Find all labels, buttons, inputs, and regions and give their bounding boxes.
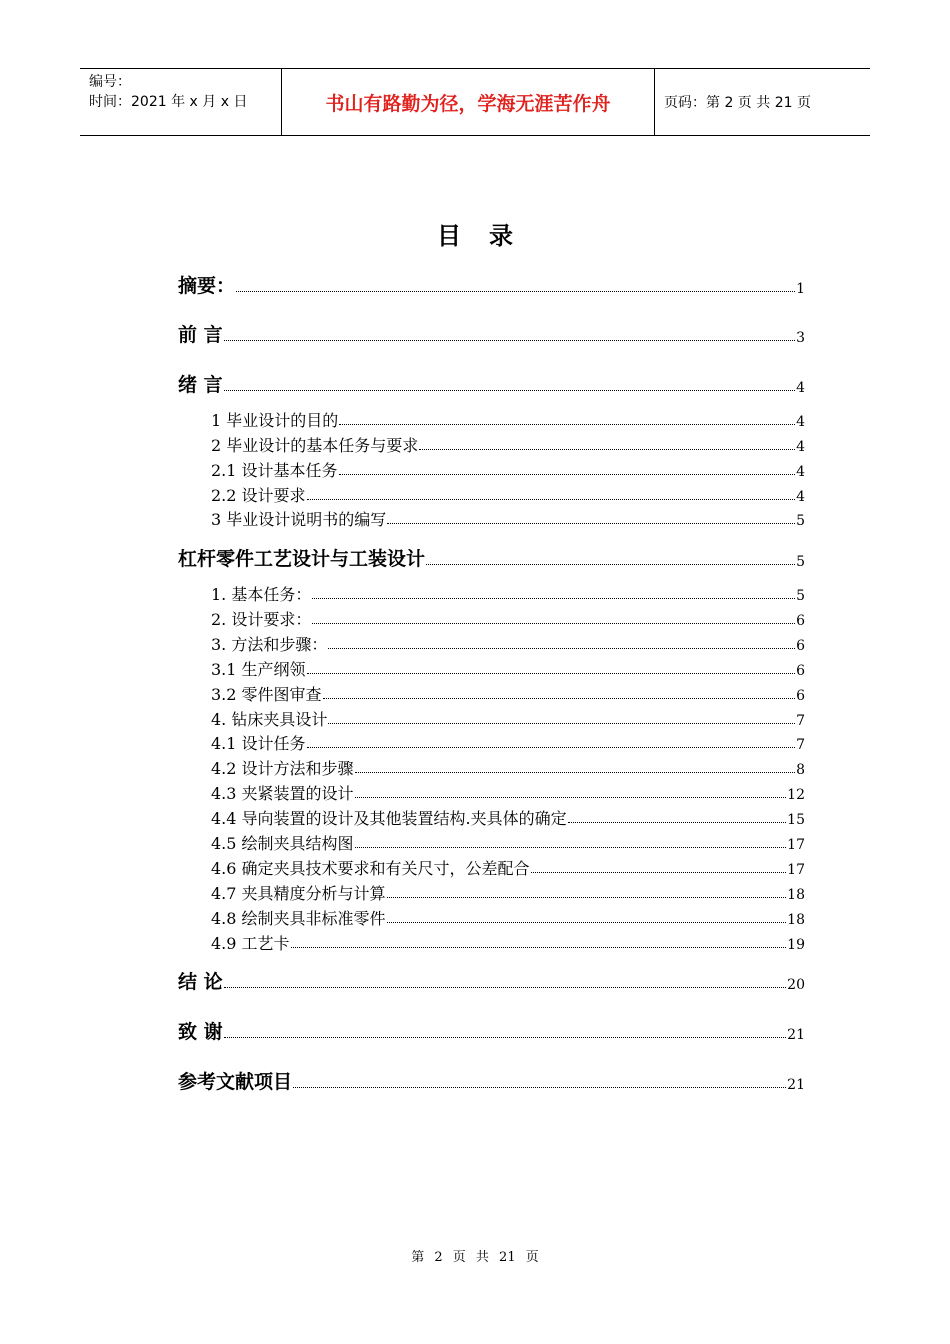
toc-entry-page: 4 [796, 439, 805, 455]
toc-entry[interactable] [178, 319, 805, 347]
toc-entry[interactable] [178, 966, 805, 994]
toc-entry-text: 杠杆零件工艺设计与工装设计 [178, 548, 426, 570]
page-footer: 第 2 页 共 21 页 [411, 1250, 539, 1265]
toc-leader [307, 747, 796, 748]
toc-entry-page: 18 [787, 912, 805, 928]
toc-entry[interactable] [211, 708, 805, 730]
toc-entry-page: 6 [796, 638, 805, 654]
toc-entry-text: 前 言 [178, 324, 223, 346]
toc-leader [291, 947, 787, 948]
toc-entry[interactable] [211, 434, 805, 456]
toc-entry[interactable] [178, 1066, 805, 1094]
toc-entry-page: 5 [796, 554, 805, 570]
toc-entry-text: 3 毕业设计说明书的编写 [211, 510, 387, 529]
toc-entry-text: 4.2 设计方法和步骤 [211, 759, 354, 778]
toc-leader [224, 340, 795, 341]
toc-entry[interactable] [211, 882, 805, 904]
toc-entry-text: 2 毕业设计的基本任务与要求 [211, 436, 419, 455]
toc-entry-text: 1. 基本任务： [211, 585, 312, 604]
toc-entry-text: 4. 钻床夹具设计 [211, 710, 328, 729]
toc-entry-text: 4.1 设计任务 [211, 734, 306, 753]
toc-leader [387, 897, 787, 898]
toc-leader [307, 673, 796, 674]
toc-entry[interactable] [211, 683, 805, 705]
toc-entry[interactable] [211, 459, 805, 481]
header-date: 时间：2021 年 x 月 x 日 [89, 94, 248, 110]
toc-entry[interactable] [211, 807, 805, 829]
toc-entry[interactable] [211, 608, 805, 630]
header-meta [80, 69, 282, 135]
header-page-info: 页码：第 2 页 共 21 页 [664, 95, 811, 111]
toc-entry-page: 5 [796, 588, 805, 604]
toc-leader [293, 1087, 786, 1088]
toc-entry[interactable] [211, 409, 805, 431]
toc-entry-text: 2.2 设计要求 [211, 486, 306, 505]
toc-leader [355, 797, 787, 798]
toc-leader [224, 987, 787, 988]
toc-leader [312, 623, 795, 624]
toc-entry-page: 7 [796, 713, 805, 729]
toc-leader [419, 449, 795, 450]
toc-entry-page: 17 [787, 862, 805, 878]
toc-entry[interactable] [211, 832, 805, 854]
toc-entry-text: 4.8 绘制夹具非标准零件 [211, 909, 386, 928]
toc-entry-page: 7 [796, 737, 805, 753]
toc-entry-page: 6 [796, 613, 805, 629]
toc-entry-text: 3.1 生产纲领 [211, 660, 306, 679]
toc-entry[interactable] [211, 633, 805, 655]
toc-entry-page: 17 [787, 837, 805, 853]
toc-entry-text: 结 论 [178, 971, 223, 993]
toc-entry-page: 6 [796, 663, 805, 679]
toc-leader [355, 772, 796, 773]
toc-leader [224, 1037, 787, 1038]
toc-entry[interactable] [211, 857, 805, 879]
toc-entry-text: 4.4 导向装置的设计及其他装置结构.夹具体的确定 [211, 809, 567, 828]
toc-leader [236, 291, 795, 292]
toc-entry-page: 3 [796, 330, 805, 346]
toc-leader [355, 847, 787, 848]
toc-entry-page: 4 [796, 414, 805, 430]
toc-entry[interactable] [178, 270, 805, 298]
toc-entry-text: 3. 方法和步骤： [211, 635, 328, 654]
toc-entry[interactable] [211, 484, 805, 506]
toc-leader [312, 598, 795, 599]
toc-entry-text: 绪 言 [178, 374, 223, 396]
toc-entry[interactable] [178, 1016, 805, 1044]
toc-entry[interactable] [211, 732, 805, 754]
toc-entry-page: 20 [787, 977, 805, 993]
toc-entry-text: 4.5 绘制夹具结构图 [211, 834, 354, 853]
toc-entry-page: 1 [796, 281, 805, 297]
toc-entry-page: 4 [796, 464, 805, 480]
toc-entry[interactable] [211, 932, 805, 954]
toc-leader [426, 564, 795, 565]
toc-leader [387, 523, 795, 524]
toc-entry[interactable] [211, 907, 805, 929]
toc-leader [307, 499, 796, 500]
toc-leader [224, 390, 795, 391]
toc-entry-page: 5 [796, 513, 805, 529]
toc-entry-page: 21 [787, 1027, 805, 1043]
toc-entry-text: 4.7 夹具精度分析与计算 [211, 884, 386, 903]
toc-leader [328, 723, 795, 724]
toc-leader [323, 698, 796, 699]
toc-entry-page: 15 [787, 812, 805, 828]
toc-entry-page: 21 [787, 1077, 805, 1093]
toc-leader [387, 922, 787, 923]
page-header [80, 68, 870, 136]
toc-leader [568, 822, 787, 823]
toc-entry[interactable] [178, 369, 805, 397]
toc-leader [339, 474, 796, 475]
header-serial-label: 编号： [89, 74, 131, 90]
toc-entry-text: 2.1 设计基本任务 [211, 461, 338, 480]
header-motto: 书山有路勤为径，学海无涯苦作舟 [282, 69, 655, 135]
toc-leader [328, 648, 795, 649]
toc-entry[interactable] [178, 543, 805, 571]
toc-entry[interactable] [211, 757, 805, 779]
toc-entry-page: 12 [787, 787, 805, 803]
toc-entry-text: 1 毕业设计的目的 [211, 411, 339, 430]
toc-entry-text: 4.3 夹紧装置的设计 [211, 784, 354, 803]
toc-entry-text: 致 谢 [178, 1021, 223, 1043]
toc-entry-text: 摘要： [178, 275, 236, 297]
toc-title: 目录 [437, 222, 541, 250]
toc-entry[interactable] [211, 583, 805, 605]
toc-entry-page: 4 [796, 380, 805, 396]
toc-entry-text: 参考文献项目 [178, 1071, 293, 1093]
toc-entry-text: 4.9 工艺卡 [211, 934, 290, 953]
toc-entry-text: 3.2 零件图审查 [211, 685, 322, 704]
toc-entry-page: 6 [796, 688, 805, 704]
toc-entry-page: 4 [796, 489, 805, 505]
toc-entry-text: 2. 设计要求： [211, 610, 312, 629]
toc-leader [339, 424, 795, 425]
toc-entry-page: 8 [796, 762, 805, 778]
toc-entry-page: 19 [787, 937, 805, 953]
toc-entry[interactable] [211, 658, 805, 680]
toc-entry-text: 4.6 确定夹具技术要求和有关尺寸，公差配合 [211, 859, 530, 878]
toc-entry[interactable] [211, 508, 805, 530]
toc-entry[interactable] [211, 782, 805, 804]
toc-entry-page: 18 [787, 887, 805, 903]
toc-leader [531, 872, 787, 873]
